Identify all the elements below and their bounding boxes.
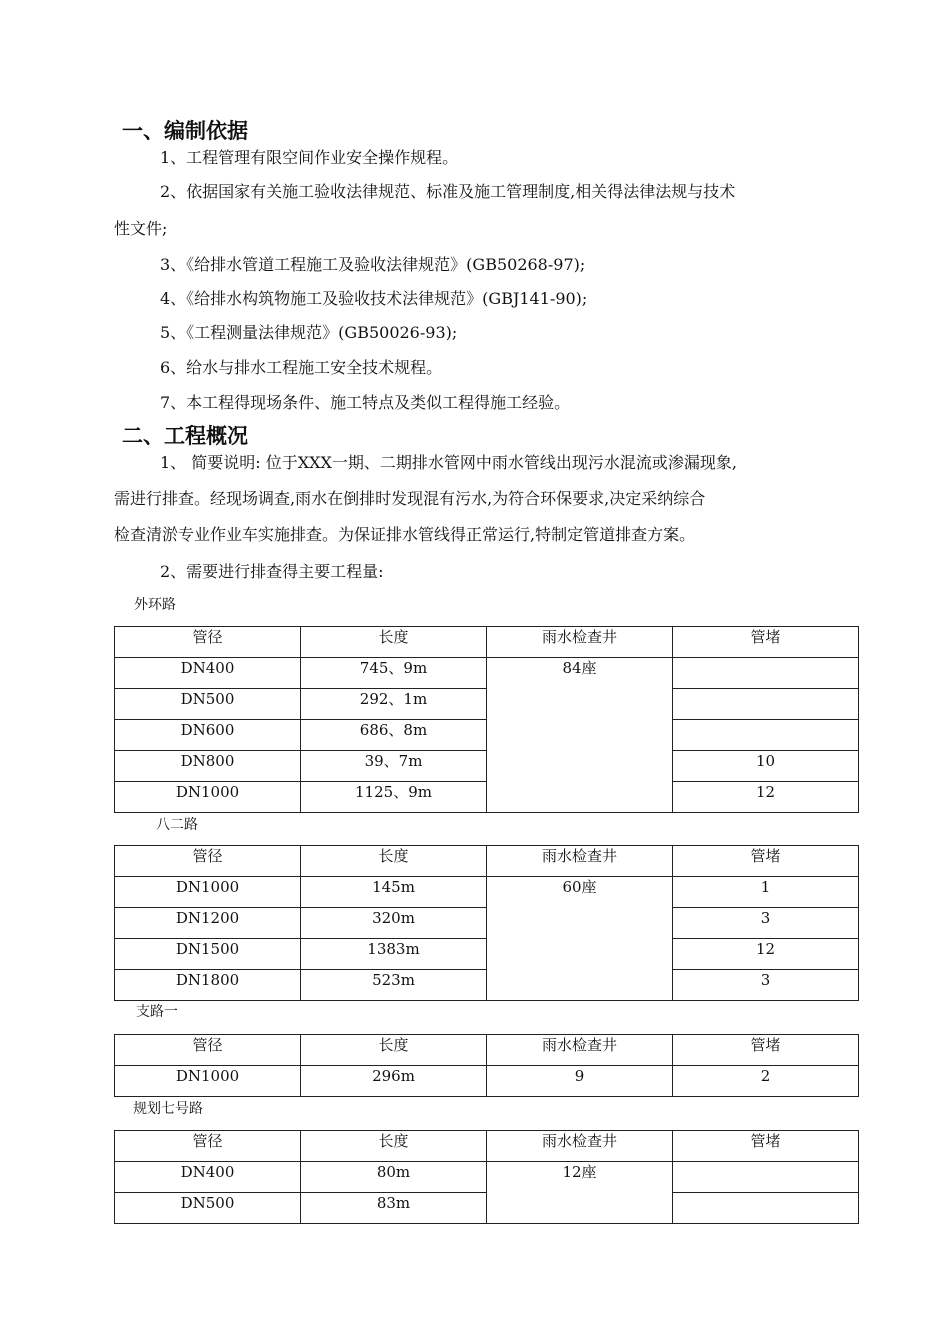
cell-plugs — [673, 1193, 859, 1224]
table-caption-baer: 八二路 — [156, 817, 198, 833]
table-row — [115, 1066, 859, 1097]
cell-plugs — [673, 689, 859, 720]
table-row — [115, 658, 859, 689]
header-plugs: 管堵 — [673, 1131, 859, 1162]
header-plugs: 管堵 — [673, 627, 859, 658]
cell-diameter: DN1000 — [115, 1066, 301, 1097]
cell-diameter: DN1000 — [115, 782, 301, 813]
quantity-table-waihuan — [114, 626, 859, 813]
cell-length: 320m — [301, 908, 487, 939]
cell-diameter: DN600 — [115, 720, 301, 751]
basis-item-3: 3、《给排水管道工程施工及验收法律规范》(GB50268-97); — [160, 255, 586, 274]
quantity-table-baer — [114, 845, 859, 1001]
cell-length: 1125、9m — [301, 782, 487, 813]
header-plugs: 管堵 — [673, 846, 859, 877]
table-caption-guihua: 规划七号路 — [133, 1101, 203, 1117]
table-caption-zhilu: 支路一 — [136, 1004, 178, 1020]
header-wells: 雨水检查井 — [487, 846, 673, 877]
cell-length: 1383m — [301, 939, 487, 970]
cell-plugs: 1 — [673, 877, 859, 908]
quantity-table-zhilu — [114, 1034, 859, 1097]
header-length: 长度 — [301, 627, 487, 658]
cell-plugs: 3 — [673, 970, 859, 1001]
cell-wells: 9 — [487, 1066, 673, 1097]
table-header-row — [115, 627, 859, 658]
cell-length: 39、7m — [301, 751, 487, 782]
cell-diameter: DN400 — [115, 658, 301, 689]
header-length: 长度 — [301, 1035, 487, 1066]
overview-para-1-cont-2: 检查清淤专业作业车实施排查。为保证排水管线得正常运行,特制定管道排查方案。 — [114, 525, 696, 544]
basis-item-1: 1、工程管理有限空间作业安全操作规程。 — [160, 148, 459, 167]
cell-diameter: DN1800 — [115, 970, 301, 1001]
basis-item-7: 7、本工程得现场条件、施工特点及类似工程得施工经验。 — [160, 393, 571, 412]
basis-item-4: 4、《给排水构筑物施工及验收技术法律规范》(GBJ141-90); — [160, 289, 588, 308]
cell-diameter: DN500 — [115, 1193, 301, 1224]
cell-diameter: DN500 — [115, 689, 301, 720]
basis-item-2: 2、依据国家有关施工验收法律规范、标准及施工管理制度,相关得法律法规与技术 — [160, 182, 736, 201]
cell-length: 83m — [301, 1193, 487, 1224]
table-header-row — [115, 1035, 859, 1066]
header-plugs: 管堵 — [673, 1035, 859, 1066]
header-length: 长度 — [301, 846, 487, 877]
table-header-row — [115, 1131, 859, 1162]
table-caption-waihuan: 外环路 — [134, 597, 176, 613]
cell-plugs — [673, 720, 859, 751]
cell-length: 145m — [301, 877, 487, 908]
cell-diameter: DN1500 — [115, 939, 301, 970]
cell-plugs — [673, 1162, 859, 1193]
header-length: 长度 — [301, 1131, 487, 1162]
overview-para-2: 2、需要进行排查得主要工程量: — [160, 562, 384, 581]
quantity-table-guihua — [114, 1130, 859, 1224]
cell-diameter: DN1000 — [115, 877, 301, 908]
table-row — [115, 1162, 859, 1193]
header-diameter: 管径 — [115, 846, 301, 877]
overview-para-1-cont-1: 需进行排查。经现场调查,雨水在倒排时发现混有污水,为符合环保要求,决定采纳综合 — [114, 489, 706, 508]
cell-diameter: DN400 — [115, 1162, 301, 1193]
section-title-basis: 一、编制依据 — [122, 119, 248, 143]
header-diameter: 管径 — [115, 627, 301, 658]
header-diameter: 管径 — [115, 1035, 301, 1066]
header-wells: 雨水检查井 — [487, 1035, 673, 1066]
cell-length: 686、8m — [301, 720, 487, 751]
section-title-overview: 二、工程概况 — [122, 424, 248, 448]
table-row — [115, 877, 859, 908]
basis-item-6: 6、给水与排水工程施工安全技术规程。 — [160, 358, 443, 377]
cell-length: 296m — [301, 1066, 487, 1097]
cell-length: 292、1m — [301, 689, 487, 720]
header-wells: 雨水检查井 — [487, 627, 673, 658]
table-header-row — [115, 846, 859, 877]
cell-diameter: DN800 — [115, 751, 301, 782]
cell-plugs: 10 — [673, 751, 859, 782]
header-wells: 雨水检查井 — [487, 1131, 673, 1162]
basis-item-2-cont: 性文件; — [114, 219, 168, 238]
cell-wells: 60座 — [487, 877, 673, 1001]
cell-length: 745、9m — [301, 658, 487, 689]
overview-para-1: 1、 简要说明: 位于XXX一期、二期排水管网中雨水管线出现污水混流或渗漏现象, — [160, 453, 738, 472]
cell-length: 523m — [301, 970, 487, 1001]
cell-plugs: 3 — [673, 908, 859, 939]
cell-diameter: DN1200 — [115, 908, 301, 939]
cell-plugs: 12 — [673, 782, 859, 813]
cell-length: 80m — [301, 1162, 487, 1193]
basis-item-5: 5、《工程测量法律规范》(GB50026-93); — [160, 323, 458, 342]
cell-wells: 12座 — [487, 1162, 673, 1224]
cell-wells: 84座 — [487, 658, 673, 813]
header-diameter: 管径 — [115, 1131, 301, 1162]
cell-plugs — [673, 658, 859, 689]
cell-plugs: 2 — [673, 1066, 859, 1097]
cell-plugs: 12 — [673, 939, 859, 970]
